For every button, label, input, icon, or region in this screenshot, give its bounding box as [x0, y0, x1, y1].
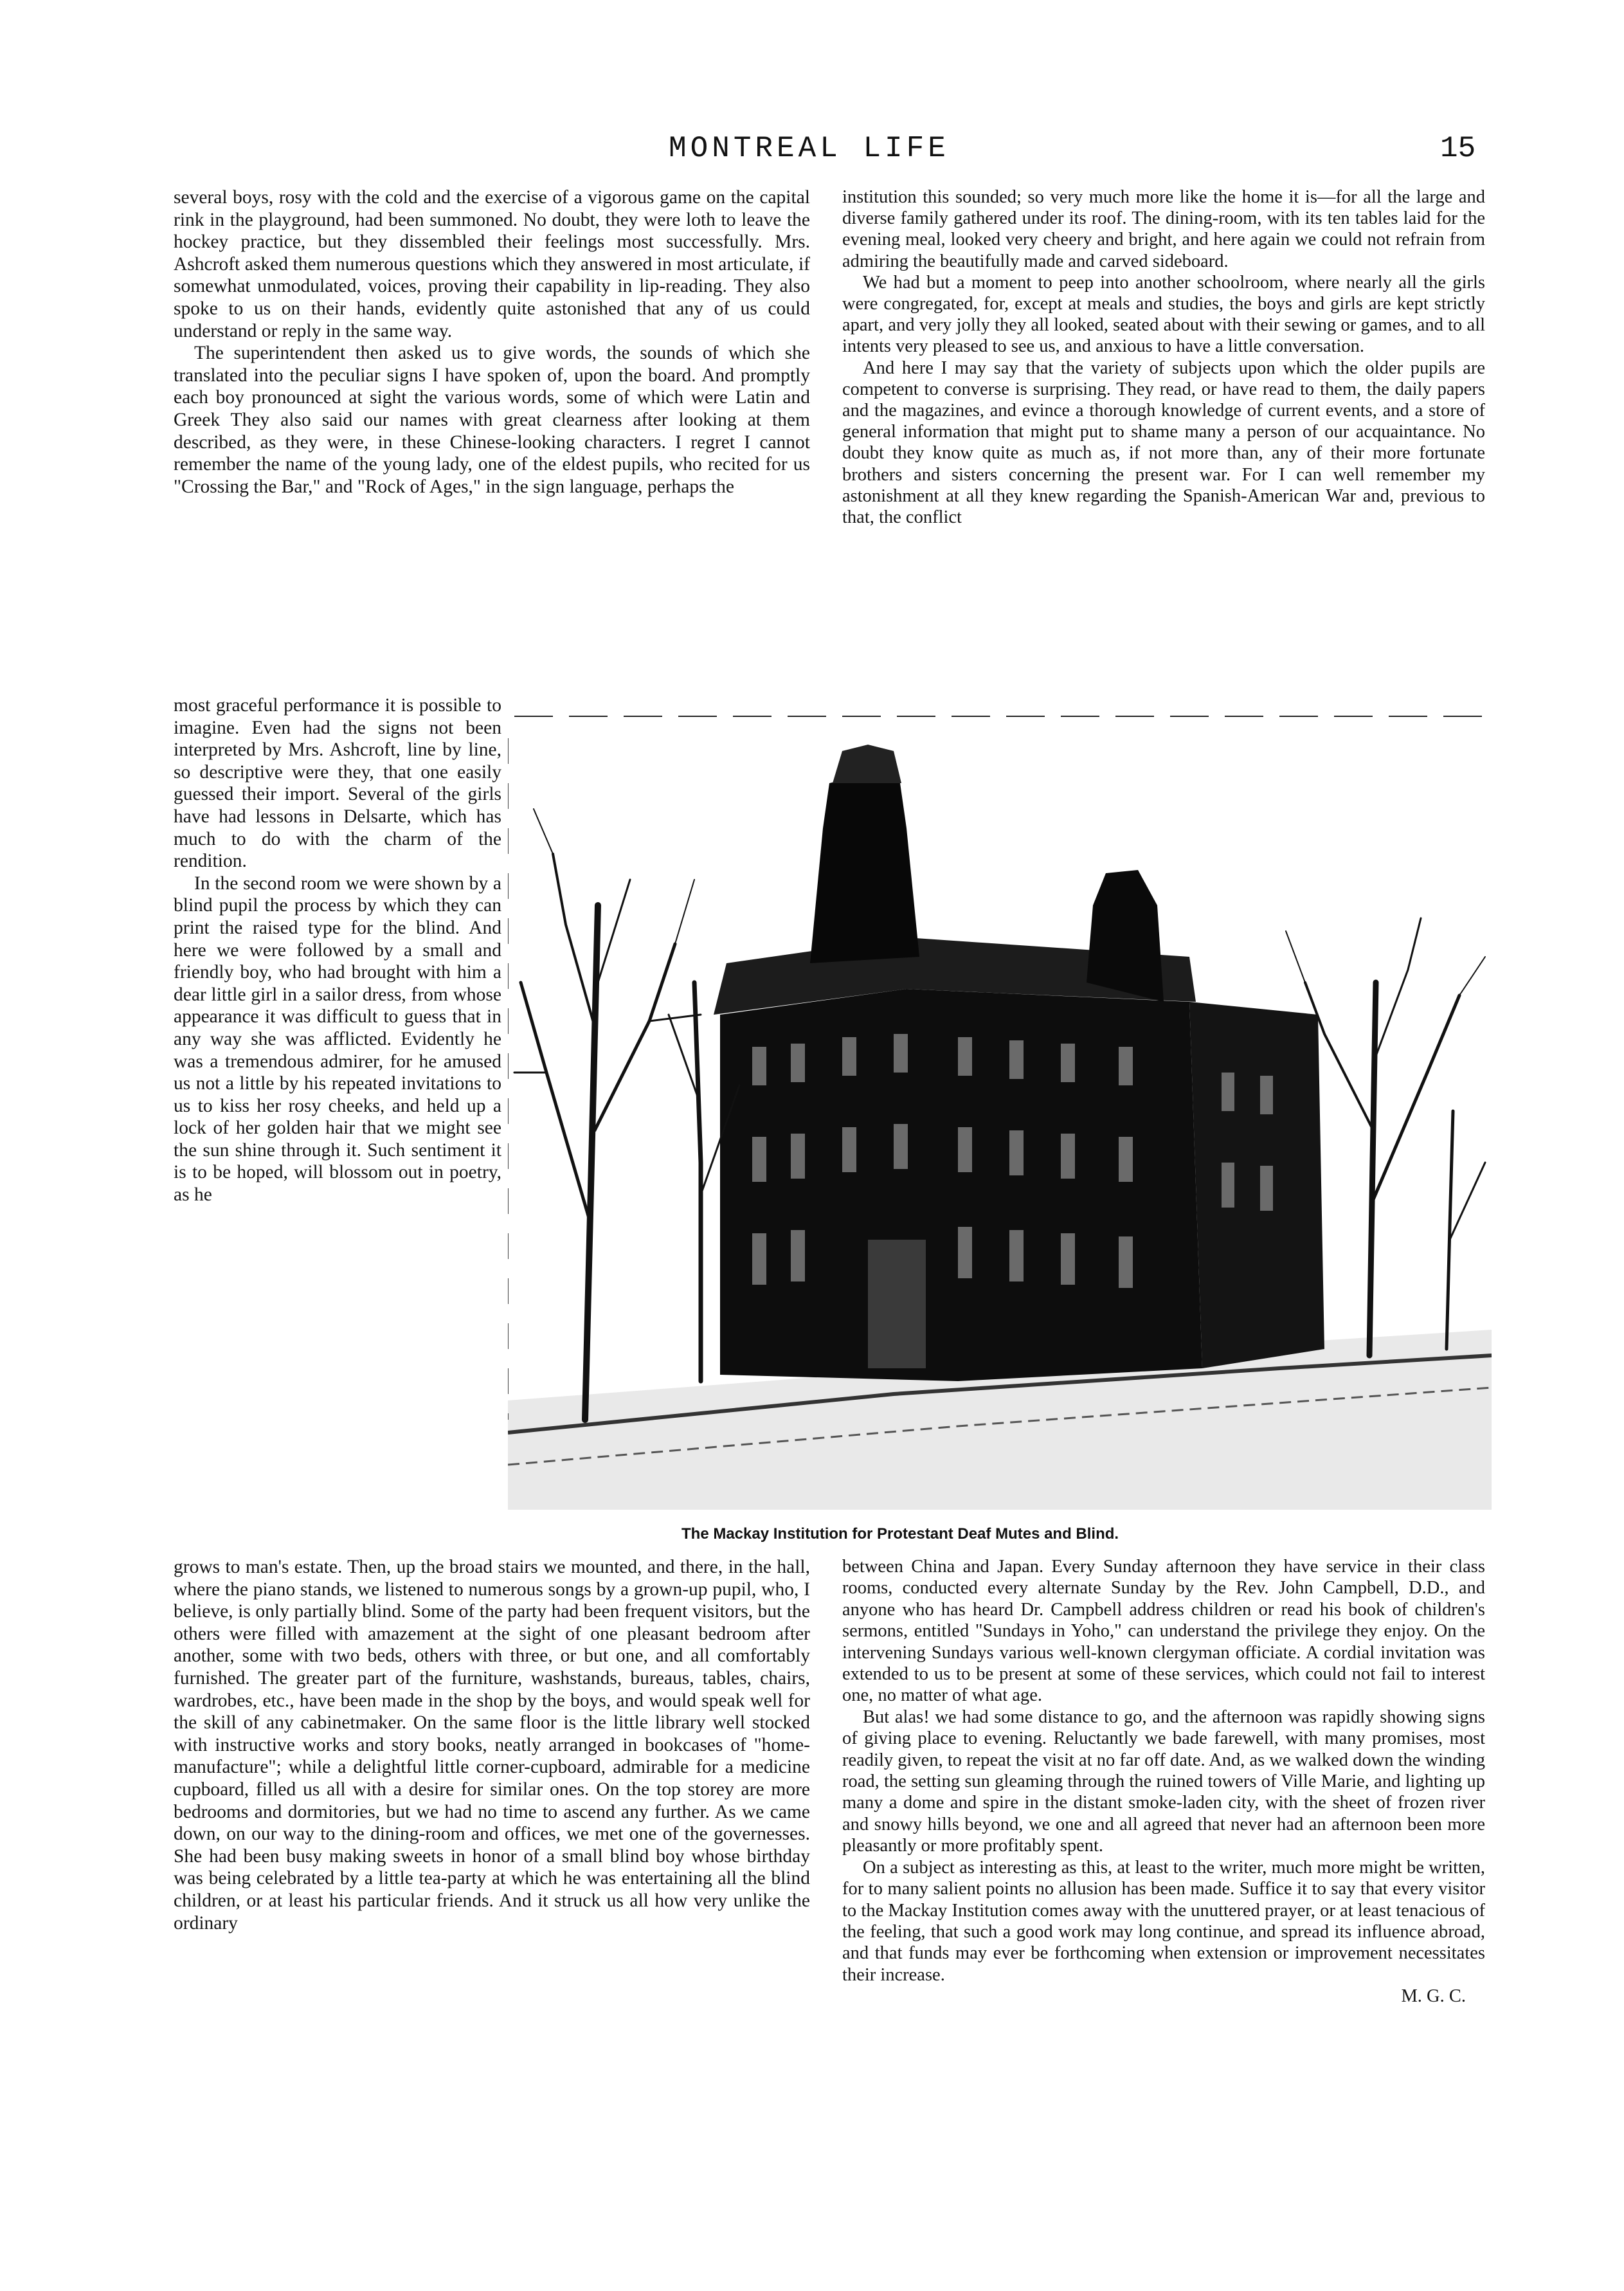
photo-image	[508, 712, 1492, 1510]
paragraph: between China and Japan. Every Sunday afternoon they have service in their class rooms, conducted every alternate Sunday by the Rev. John Campbell, D.D., and anyone who has heard Dr. Campbell address children or read his book of children's sermons, entitled "Sundays in Yoho," can understand the privilege they enjoy. On the intervening Sundays various well-known clergyman officiate. A cordial invitation was extended to us to be present at some of these services, which could not fail to interest one, no matter of what age.	[842, 1557, 1485, 1706]
page-number: 15	[1440, 132, 1476, 165]
left-column-top	[174, 186, 810, 498]
paragraph: On a subject as interesting as this, at least to the writer, much more might be written, for to many salient points no allusion has been made. Suffice it to say that every visitor to the Mackay Institution comes away with the unuttered prayer, or at least tenacious of the feeling, that such a good work may long continue, and spread its influence abroad, and that funds may ever be forthcoming when extension or improvement necessitates their increase.	[842, 1857, 1485, 1985]
paragraph: The superintendent then asked us to give words, the sounds of which she translated into the peculiar signs I have spoken of, upon the board. And promptly each boy pronounced at sight the various words, some of which were Latin and Greek They also said our names with great clearness after looking at them described, as they were, in these Chinese-looking characters. I regret I cannot remember the name of the young lady, one of the eldest pupils, who recited for us "Crossing the Bar," and "Rock of Ages," in the sign language, perhaps the	[174, 343, 810, 497]
right-column-bottom	[842, 1556, 1485, 2007]
left-column-bottom	[174, 1556, 810, 1934]
paragraph: several boys, rosy with the cold and the exercise of a vigorous game on the capital rink in the playground, had been summoned. No doubt, they were loth to leave the hockey practice, but they dissembled their feelings most successfully. Mrs. Ashcroft asked them numerous questions which they answered in most articulate, if somewhat unmodulated, voices, proving their capability in lip-reading. They also spoke to us on their hands, evidently quite astonished that any of us could understand or reply in the same way.	[174, 187, 810, 341]
paragraph: grows to man's estate. Then, up the broad stairs we mounted, and there, in the hall, where the piano stands, we listened to numerous songs by a grown-up pupil, who, I believe, is only partially blind. Some of the party had been frequent visitors, but the others were filled with amazement at the sight of one pleasant bedroom after another, some with two beds, others with three, or but one, and all comfortably furnished. The greater part of the furniture, washstands, bureaus, tables, chairs, wardrobes, etc., have been made in the shop by the boys, and would speak well for the skill of any cabinetmaker. On the same floor is the little library well stocked with instructive works and story books, neatly arranged in bookcases of "home-manufacture"; while a delightful little corner-cupboard, admirable for a medicine cupboard, filled us all with a desire for similar ones. On the top storey are more bedrooms and dormitories, but we had no time to ascend any further. As we came down, on our way to the dining-room and offices, we met one of the governesses. She had been busy making sweets in honor of a small blind boy whose birthday was being celebrated by a little tea-party at which he was entertaining all the blind children, or at least his particular friends. And it struck us all how very unlike the ordinary	[174, 1557, 810, 1933]
left-column-narrow	[174, 694, 501, 1206]
photo-caption: The Mackay Institution for Protestant Deaf Mutes and Blind.	[681, 1525, 1119, 1543]
paragraph: But alas! we had some distance to go, and the afternoon was rapidly showing signs of giving place to evening. Reluctantly we bade farewell, with many promises, most readily given, to repeat the visit at no far off date. And, as we walked down the winding road, the setting sun gleaming through the ruined towers of Ville Marie, and lighting up many a dome and spire in the distant smoke-laden city, with the sheet of frozen river and snowy hills beyond, we one and all agreed that never had an afternoon been more pleasantly or more profitably spent.	[842, 1707, 1485, 1856]
right-column-top	[842, 186, 1485, 528]
institution-building-illustration	[508, 712, 1492, 1510]
paragraph: We had but a moment to peep into another schoolroom, where nearly all the girls were congregated, for, except at meals and studies, the boys and girls are kept strictly apart, and very jolly they all looked, seated about with their sewing or games, and to all intents very pleased to see us, and anxious to have a little conversation.	[842, 272, 1485, 357]
building-photograph	[508, 712, 1492, 1510]
running-head	[0, 132, 1624, 177]
paragraph: And here I may say that the variety of subjects upon which the older pupils are competent to converse is surprising. They read, or have read to them, the daily papers and the magazines, and evince a thorough knowledge of current events, and a store of general information that might put to shame many a person of our acquaintance. No doubt they know quite as much as, if not more than, any of their more fortunate brothers and sisters concerning the present war. For I can well remember my astonishment at all they knew regarding the Spanish-American War and, previous to that, the conflict	[842, 358, 1485, 528]
paragraph: institution this sounded; so very much more like the home it is—for all the large and diverse family gathered under its roof. The dining-room, with its ten tables laid for the evening meal, looked very cheery and bright, and here again we could not refrain from admiring the beautifully made and carved sideboard.	[842, 187, 1485, 271]
paragraph: In the second room we were shown by a blind pupil the process by which they can print the raised type for the blind. And here we were followed by a small and friendly boy, who had brought with him a dear little girl in a sailor dress, from whose appearance it was difficult to guess that in any way she was afflicted. Evidently he was a tremendous admirer, for he amused us not a little by his repeated invitations to us to kiss her rosy cheeks, and held up a lock of her golden hair that we might see the sun shine through it. Such sentiment it is to be hoped, will blossom out in poetry, as he	[174, 873, 501, 1206]
running-title: MONTREAL LIFE	[669, 132, 950, 165]
paragraph: most graceful performance it is possible to imagine. Even had the signs not been interpreted by Mrs. Ashcroft, line by line, so descriptive were they, that one easily guessed their import. Several of the girls have had lessons in Delsarte, which has much to do with the charm of the rendition.	[174, 695, 501, 872]
author-signature: M. G. C.	[1401, 1986, 1466, 2007]
